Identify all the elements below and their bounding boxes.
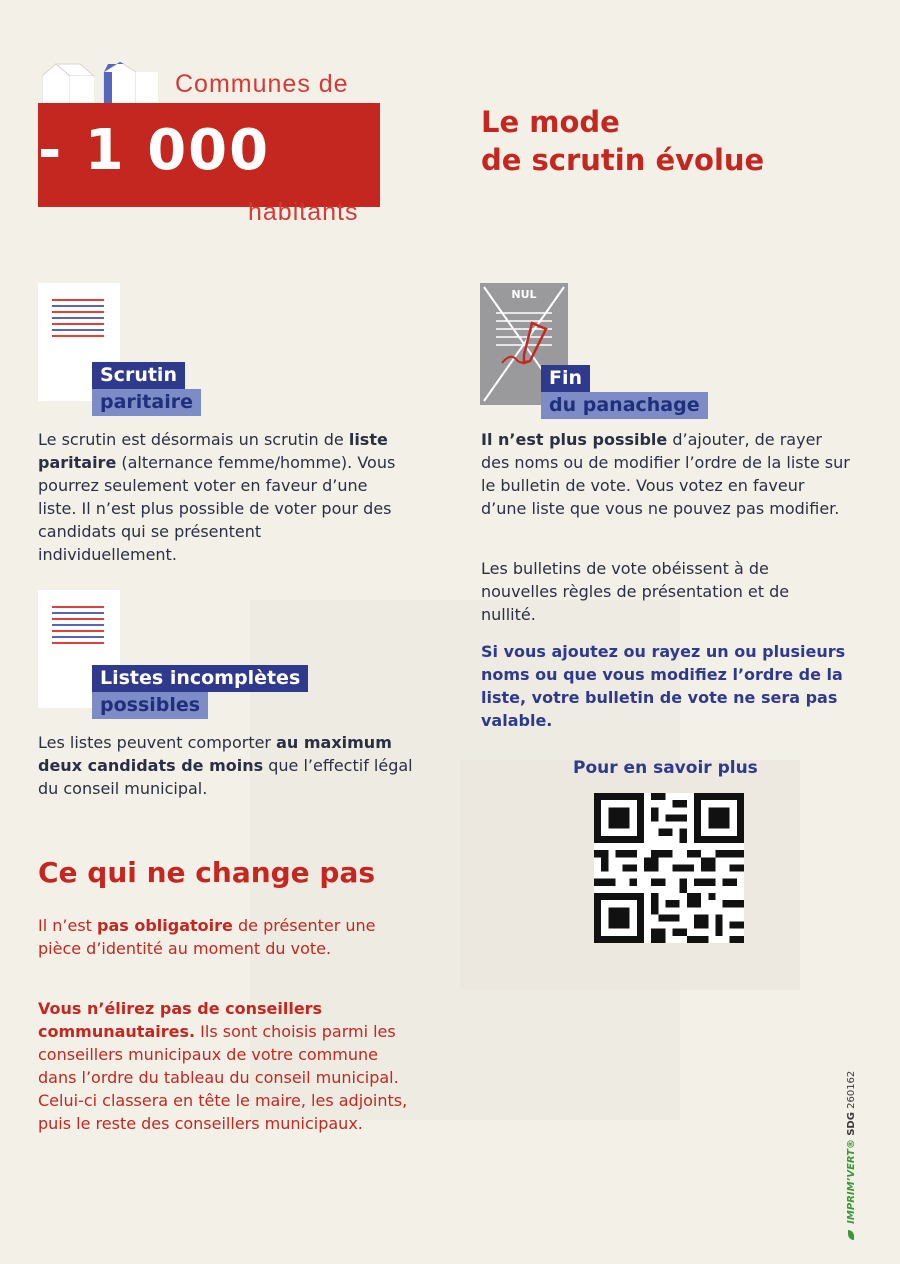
label-listes-incompletes (92, 665, 308, 719)
text: (alternance femme/homme). Vous pourrez seulement voter en faveur d’une liste. Il n’est plus possible de voter pour des candidats qui se présentent individuellement. (38, 453, 396, 564)
bold-text: au maximum deux candidats de moins (38, 733, 392, 775)
void-ballot-text: NUL (511, 288, 537, 301)
bold-text: Vous n’élirez pas de conseillers communautaires. (38, 999, 323, 1041)
bold-text: Il n’est plus possible (481, 430, 668, 449)
bold-text: pas obligatoire (97, 916, 233, 935)
label-scrutin-paritaire (92, 362, 201, 416)
unchanged-paragraph-1 (38, 914, 378, 960)
bold-text: liste paritaire (38, 430, 388, 472)
imprint-tag (846, 1071, 857, 1240)
ballot-lines (52, 299, 104, 341)
header-line1: Communes de (175, 70, 349, 98)
panachage-paragraph-1 (481, 428, 851, 520)
unchanged-paragraph-2 (38, 997, 413, 1135)
label-line1: Fin (541, 365, 590, 392)
savoir-plus-label: Pour en savoir plus (573, 758, 758, 778)
main-title (481, 103, 841, 179)
imprint-code-bold: SDG (846, 1112, 857, 1136)
text: de présenter une pièce d’identité au moment du vote. (38, 916, 376, 958)
header-line3: habitants (248, 198, 359, 226)
leaf-icon (848, 1230, 854, 1240)
label-line2: du panachage (541, 392, 708, 419)
ballot-lines (52, 606, 104, 648)
label-line2: paritaire (92, 389, 201, 416)
main-title-line2: de scrutin évolue (481, 143, 765, 177)
qr-code-icon[interactable] (594, 793, 744, 943)
text: d’ajouter, de rayer des noms ou de modifier l’ordre de la liste sur le bulletin de vote. Vous votez en faveur d’une liste que vous ne pouvez pas modifier. (481, 430, 850, 518)
label-line2: possibles (92, 692, 208, 719)
panachage-paragraph-3: Si vous ajoutez ou rayez un ou plusieurs noms ou que vous modifiez l’ordre de la liste, votre bulletin de vote ne sera pas valable. (481, 642, 846, 730)
incompletes-paragraph (38, 731, 418, 800)
text: que l’effectif légal du conseil municipal. (38, 756, 413, 798)
imprint-brand: IMPRIM’VERT® (846, 1138, 857, 1224)
header-number: - 1 000 (38, 118, 271, 183)
text: Les listes peuvent comporter (38, 733, 277, 752)
text: Ils sont choisis parmi les conseillers municipaux de votre commune dans l’ordre du tableau du conseil municipal. Celui-ci classera en tête le maire, les adjoints, puis le reste des conseillers municipaux. (38, 1022, 408, 1133)
text: Le scrutin est désormais un scrutin de (38, 430, 349, 449)
paritaire-paragraph (38, 428, 398, 566)
label-line1: Scrutin (92, 362, 185, 389)
text: Il n’est (38, 916, 98, 935)
imprint-code: 260162 (846, 1070, 857, 1109)
unchanged-title: Ce qui ne change pas (38, 856, 376, 889)
label-line1: Listes incomplètes (92, 665, 308, 692)
main-title-line1: Le mode (481, 105, 620, 139)
panachage-paragraph-2: Les bulletins de vote obéissent à de nouvelles règles de présentation et de nullité. (481, 559, 790, 624)
label-fin-panachage (541, 365, 708, 419)
